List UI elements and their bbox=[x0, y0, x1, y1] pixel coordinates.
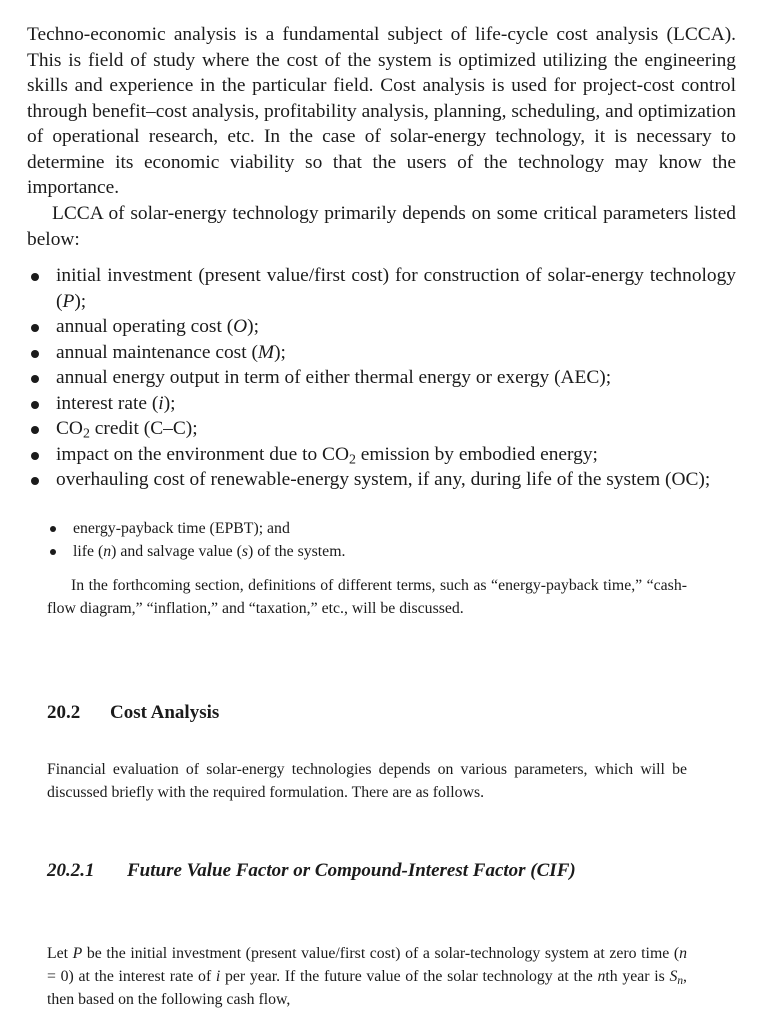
list-item-interest-rate: interest rate (i); bbox=[27, 391, 736, 417]
list-item-overhauling-cost: overhauling cost of renewable-energy system, if any, during life of the system (OC); bbox=[27, 467, 736, 493]
lcca-paragraph bbox=[27, 201, 736, 252]
subsection-number: 20.2.1 bbox=[47, 860, 95, 881]
list-item-initial-investment: initial investment (present value/first cost) for construction of solar-energy technology (P); bbox=[27, 263, 736, 314]
subsection-title: Future Value Factor or Compound-Interest Factor (CIF) bbox=[127, 860, 576, 881]
parameters-list bbox=[27, 263, 736, 493]
subsection-heading bbox=[47, 858, 687, 884]
lcca-paragraph-text: LCCA of solar-energy technology primarily depends on some critical parameters listed below: bbox=[27, 203, 736, 250]
section-heading bbox=[47, 700, 219, 726]
list-item-maintenance-cost: annual maintenance cost (M); bbox=[27, 340, 736, 366]
section-paragraph bbox=[47, 758, 687, 804]
intro-paragraph bbox=[27, 22, 736, 201]
list-item-life-salvage: life (n) and salvage value (s) of the system. bbox=[47, 540, 687, 563]
forthcoming-paragraph bbox=[47, 574, 687, 620]
list-item-energy-output: annual energy output in term of either thermal energy or exergy (AEC); bbox=[27, 365, 736, 391]
subsection-paragraph: Let P be the initial investment (present value/first cost) of a solar-technology system at zero time (n = 0) at the interest rate of i per year. If the future value of the solar technology at the nth year is $S_n$, then based on the following cash flow, bbox=[47, 945, 688, 1008]
section-number: 20.2 bbox=[47, 702, 81, 723]
list-item-epbt: energy-payback time (EPBT); and bbox=[47, 517, 687, 540]
forthcoming-paragraph-text: In the forthcoming section, definitions of different terms, such as “energy-payback time,” “cash-flow diagram,” “inflation,” and “taxation,” etc., will be discussed. bbox=[47, 577, 687, 617]
intro-paragraph-text: Techno-economic analysis is a fundamental subject of life-cycle cost analysis (LCCA). This is field of study where the cost of the system is optimized utilizing the engineering skills and experience in the particular field. Cost analysis is used for project-cost control through benefit–cost analysis, profitability analysis, planning, scheduling, and optimization of operational research, etc. In the case of solar-energy technology, it is necessary to determine its economic viability so that the users of the technology may know the importance. bbox=[27, 24, 736, 198]
parameters-list-continued bbox=[47, 517, 687, 563]
section-title: Cost Analysis bbox=[110, 702, 220, 723]
list-item-operating-cost: annual operating cost (O); bbox=[27, 314, 736, 340]
list-item-co2-credit: $CO_2$ credit (C–C); bbox=[27, 416, 736, 442]
list-item-environment-impact: impact on the environment due to $CO_2$ emission by embodied energy; bbox=[27, 442, 736, 468]
section-paragraph-text: Financial evaluation of solar-energy technologies depends on various parameters, which will be discussed briefly with the required formulation. There are as follows. bbox=[47, 761, 687, 801]
